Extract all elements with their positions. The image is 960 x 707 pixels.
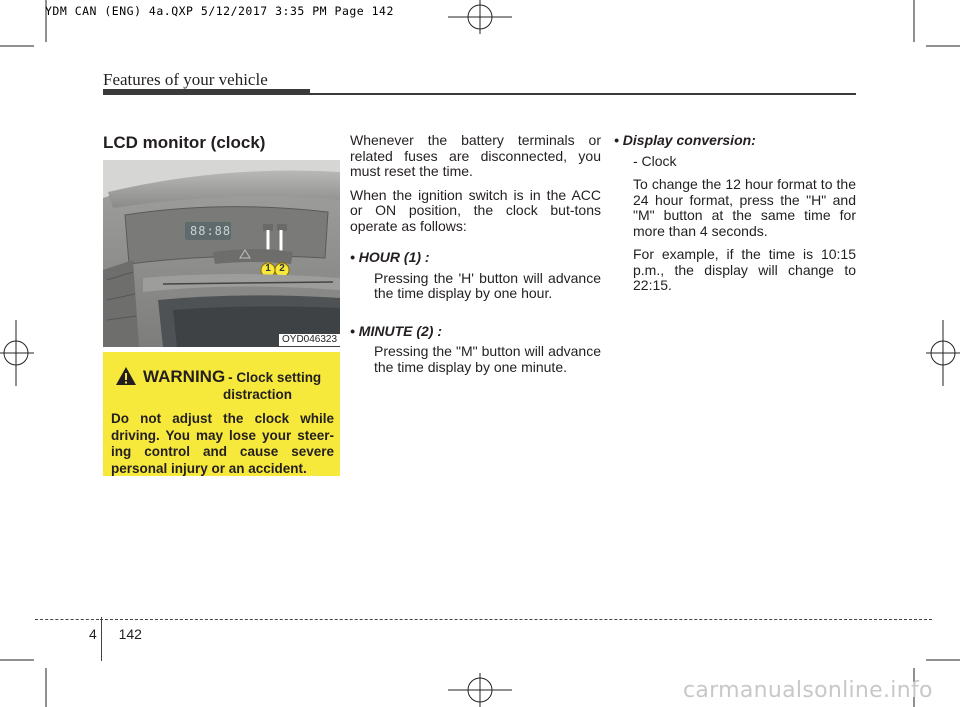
warning-triangle-icon (115, 366, 137, 386)
warning-subtitle: - Clock setting (228, 370, 322, 385)
page-number (89, 626, 142, 642)
section-title: LCD monitor (clock) (103, 133, 266, 152)
intro-paragraph-2: When the ignition switch is in the ACC or ON position, the clock but-tons operate as follows: (350, 186, 601, 234)
callout-1: 1 (265, 263, 271, 274)
clock-subheading: - Clock (633, 152, 677, 169)
warning-word: WARNING (143, 367, 226, 386)
display-conversion-heading: • Display conversion: (614, 132, 756, 148)
column-3 (614, 133, 856, 302)
intro-paragraph-1: Whenever the battery terminals or related fuses are disconnected, you must reset the time. (350, 132, 601, 179)
header-rule (310, 93, 856, 95)
running-head: Features of your vehicle (103, 70, 268, 89)
page-number-value: 142 (118, 626, 142, 642)
image-label: OYD046323 (279, 334, 340, 346)
format-text: To change the 12 hour format to the 24 hour format, press the "H" and "M" button at the same time for more than 4 seconds. (633, 176, 856, 239)
hour-heading: • HOUR (1) : (350, 249, 430, 265)
warning-body: Do not adjust the clock while driving. You may lose your steer-ing control and cause severe personal injury or an accident. (111, 411, 334, 476)
chapter-number: 4 (89, 626, 97, 642)
minute-text: Pressing the "M" button will advance the time display by one minute. (374, 343, 601, 375)
example-text: For example, if the time is 10:15 p.m., the display will change to 22:15. (633, 246, 856, 293)
watermark: carmanualsonline.info (683, 678, 933, 703)
clock-readout: 88:88 (190, 224, 232, 238)
footer-rule (100, 619, 932, 620)
warning-subtitle-2: distraction (222, 387, 292, 402)
footer-rule-left (35, 619, 99, 620)
header-bar (103, 89, 310, 95)
minute-heading: • MINUTE (2) : (350, 322, 443, 339)
hour-text: Pressing the 'H' button will advance the time display by one hour. (374, 269, 601, 301)
warning-box (103, 352, 340, 476)
callout-2: 2 (279, 263, 285, 274)
dashboard-photo (103, 160, 340, 347)
column-2 (350, 133, 601, 383)
print-slug: YDM CAN (ENG) 4a.QXP 5/12/2017 3:35 PM Page 142 (45, 4, 394, 18)
